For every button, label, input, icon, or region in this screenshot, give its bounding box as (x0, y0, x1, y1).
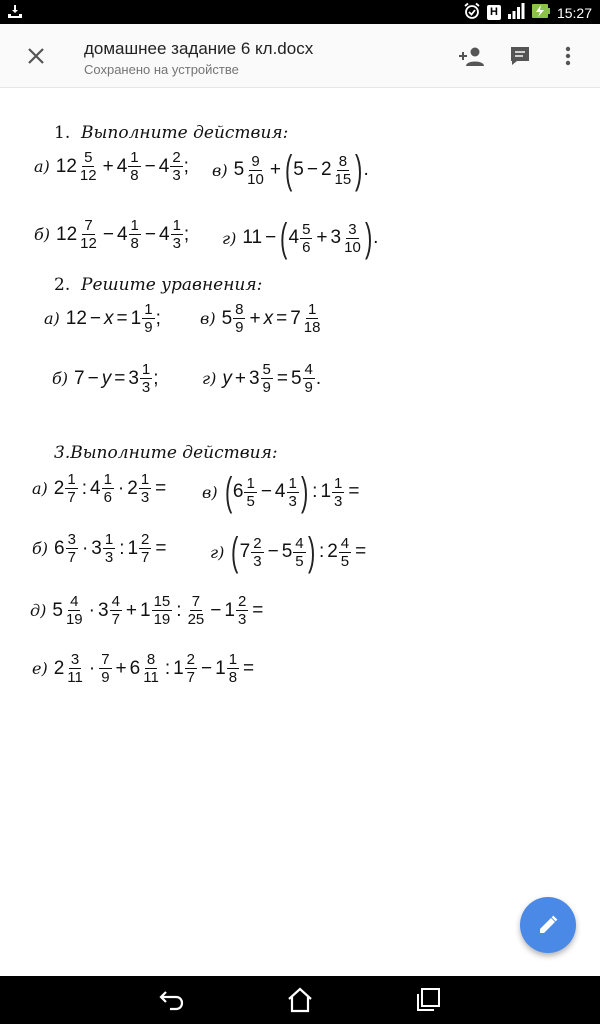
app-toolbar (0, 24, 600, 88)
status-bar (0, 0, 600, 24)
task3-heading: 3.Выполните действия: (54, 443, 278, 463)
task1-item-a: а) 12 $\frac{5}{12}$ + 4 $\frac{1}{8}$ − 4 $\frac{2}{3}$ ; (34, 149, 189, 184)
edit-pencil-icon (537, 914, 559, 936)
task1-item-g: г) 11 − ( 4 $\frac{5}{6}$ + 3 $\frac{3}{10}$ ) . (222, 216, 379, 260)
system-nav-bar (0, 976, 600, 1024)
more-options-button[interactable] (552, 40, 584, 72)
alarm-icon (463, 2, 481, 23)
recent-apps-icon (414, 986, 442, 1014)
comment-icon (509, 45, 531, 67)
task3-item-e: е) 2 $\frac{3}{11}$ · $\frac{7}{9}$ + 6 $\frac{8}{11}$ : 1 $\frac{2}{7}$ − 1 $\frac{1}{8}$ = (32, 651, 255, 686)
battery-charging-icon (531, 3, 551, 22)
network-type-badge: H (487, 5, 501, 20)
task2-item-g: г) y + 3 $\frac{5}{9}$ = 5 $\frac{4}{9}$ . (202, 361, 322, 396)
task2-heading: 2. Решите уравнения: (54, 275, 263, 295)
task2-item-b: б) 7 − y = 3 $\frac{1}{3}$ ; (52, 361, 159, 396)
task3-item-v: в) ( 6 $\frac{1}{5}$ − 4 $\frac{1}{3}$ ) : 1 $\frac{1}{3}$ = (202, 470, 360, 514)
share-button[interactable] (456, 40, 488, 72)
more-vert-icon (564, 45, 572, 67)
back-button[interactable] (158, 986, 186, 1014)
home-icon (286, 986, 314, 1014)
task1-heading: 1. Выполните действия: (54, 123, 289, 143)
close-icon (18, 38, 54, 74)
task3-item-b: б) 6 $\frac{3}{7}$ · 3 $\frac{1}{3}$ : 1 $\frac{2}{7}$ = (32, 531, 167, 566)
task3-item-a: а) 2 $\frac{1}{7}$ : 4 $\frac{1}{6}$ · 2 $\frac{1}{3}$ = (32, 471, 167, 506)
notification-icon (6, 3, 24, 25)
recent-apps-button[interactable] (414, 986, 442, 1014)
add-person-icon (458, 45, 486, 67)
signal-icon (507, 3, 525, 22)
close-button[interactable] (18, 38, 54, 74)
comments-button[interactable] (504, 40, 536, 72)
back-icon (158, 986, 186, 1014)
task3-item-g: г) ( 7 $\frac{2}{3}$ − 5 $\frac{4}{5}$ ) : 2 $\frac{4}{5}$ = (210, 530, 367, 574)
clock: 15:27 (556, 4, 592, 21)
task2-item-v: в) 5 $\frac{8}{9}$ + x = 7 $\frac{1}{18}$ (200, 301, 321, 336)
save-status: Сохранено на устройстве (84, 62, 239, 77)
edit-fab-button[interactable] (520, 897, 576, 953)
task3-item-d: д) 5 $\frac{4}{19}$ · 3 $\frac{4}{7}$ + 1 $\frac{15}{19}$ : $\frac{7}{25}$ − 1 $\frac{2}{3}$ = (30, 593, 264, 628)
document-page[interactable] (0, 88, 600, 976)
task2-item-a: а) 12 − x = 1 $\frac{1}{9}$ ; (44, 301, 161, 336)
task1-item-v: в) 5 $\frac{9}{10}$ + ( 5 − 2 $\frac{8}{15}$ ) . (212, 148, 369, 192)
document-title: домашнее задание 6 кл.docx (84, 39, 314, 58)
home-button[interactable] (286, 986, 314, 1014)
task1-item-b: б) 12 $\frac{7}{12}$ − 4 $\frac{1}{8}$ − 4 $\frac{1}{3}$ ; (34, 217, 190, 252)
